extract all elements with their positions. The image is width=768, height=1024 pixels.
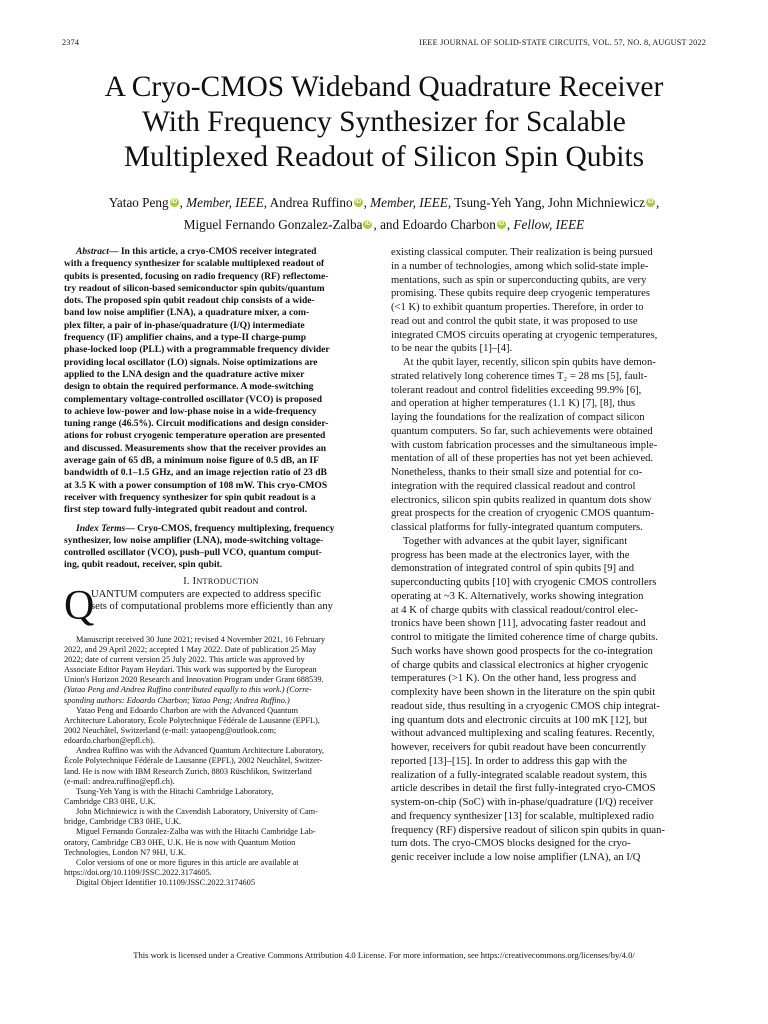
body-line: and frequency synthesizer [13] for scalable, multiplexed radio [391,810,654,822]
body-line: and operation at higher temperatures (1.1 K) [7], [8], thus [391,398,636,410]
body-line: readout side, thus resulting in a cryogenic CMOS chip integrat- [391,700,660,712]
body-line: mentations, such as spin or superconducting qubits, are very [391,274,647,286]
paper-title [50,70,718,175]
intro-paragraph [64,582,378,629]
body-line: temperatures (>1 K). On the other hand, less progress and [391,673,637,685]
body-line: operating at ~3 K. Alternatively, works showing integration [391,590,644,602]
footnote-line: 2022; date of current version 25 July 2022. This article was approved by [64,655,305,664]
title-line: With Frequency Synthesizer for Scalable [142,106,626,138]
index-terms [64,523,378,572]
author-name: John Michniewicz [547,195,645,210]
author-membership: Member, IEEE [186,195,264,210]
abstract-line: with a frequency synthesizer for scalable multiplexed readout of [64,258,325,270]
body-line: Such works have shown good prospects for the co-integration [391,645,653,657]
abstract-line: providing local oscillator (LO) signals. Noise optimizations are [64,356,318,368]
page-number: 2374 [62,38,80,47]
footnote-line: Miguel Fernando Gonzalez-Zalba was with the Hitachi Cambridge Lab- [76,827,316,837]
abstract-line: phase-locked loop (PLL) with a programmable frequency divider [64,344,330,356]
body-line: control to mitigate the limited coherence time of charge qubits. [391,632,658,643]
footnote-line: Cambridge CB3 0HE, U.K. [64,796,156,806]
index-terms-label: Index Terms [76,522,126,534]
body-line: quantum computers. So far, such achievements were obtained [391,425,653,437]
abstract-label: Abstract [76,246,109,257]
abstract-line: bandwidth of 0.1–1.5 GHz, and an image rejection ratio of 23 dB [64,467,327,479]
body-line: tronics have been shown [11], advocating faster readout and [391,618,646,630]
footnote-line: Tsung-Yeh Yang is with the Hitachi Cambridge Laboratory, [76,786,274,796]
body-line: mentation of all of these properties has not yet been achieved. [391,453,654,465]
orcid-icon[interactable]: iD [498,221,505,227]
orcid-icon[interactable]: iD [647,199,654,205]
footnote-line: Associate Editor Payam Heydari. This work was supported by the European [64,665,317,675]
running-header [62,38,706,50]
body-line: laying the foundations for the realization of compact silicon [391,412,645,423]
abstract-line: dots. The proposed spin qubit readout chip consists of a wide- [64,295,315,307]
author-list [50,192,718,236]
footnote-line: land. He is now with IBM Research Zurich, 8803 Rüschlikon, Switzerland [64,766,312,776]
footnote-line: Architecture Laboratory, École Polytechnique Fédérale de Lausanne (EPFL), [64,715,320,725]
body-line: (<1 K) to exhibit quantum properties. Therefore, in order to [391,302,644,313]
footnote-line: Yatao Peng and Edoardo Charbon are with the Advanced Quantum [76,705,298,715]
abstract-line: applied to the LNA design and the quadrature active mixer [64,368,305,380]
body-line: tum dots. The cryo-CMOS blocks designed for the cryo- [391,838,631,850]
journal-name: IEEE JOURNAL OF SOLID-STATE CIRCUITS, VOL. 57, NO. 8, AUGUST 2022 [419,38,706,47]
author-line-2: Miguel Fernando Gonzalez-Zalba iD , and Edoardo Charbon iD , Fellow, IEEE [183,217,585,232]
body-line: complexity have been shown in the literature on the spin qubit [391,687,656,698]
body-line: superconducting qubits [10] with cryogenic CMOS controllers [391,577,657,588]
abstract-line: frequency (IF) amplifier chains, and a type-II charge-pump [64,332,307,344]
body-line: existing classical computer. Their realization is being pursued [391,247,653,258]
body-line: however, receivers for qubit readout have been concurrently [391,742,646,753]
author-name: Tsung-Yeh Yang [454,195,542,210]
license-footer: This work is licensed under a Creative Commons Attribution 4.0 License. For more information, see https://creativecommons.org/licenses/by/4.0/ [133,950,635,960]
abstract-line: band low noise amplifier (LNA), a quadrature mixer, a com- [64,307,310,319]
body-line: At the qubit layer, recently, silicon spin qubits have demon- [403,357,656,368]
body-line: system-on-chip (SoC) with in-phase/quadrature (I/Q) receiver [391,797,654,808]
abstract-line: qubits is presented, focusing on radio frequency (RF) reflectome- [64,270,329,282]
author-name: Edoardo Charbon [402,217,496,232]
footnote-line: (e-mail: andrea.ruffino@epfl.ch). [64,776,175,786]
right-column [391,246,705,865]
abstract-line: complementary voltage-controlled oscillator (VCO) is proposed [64,393,322,405]
body-line: classical platforms for fully-integrated quantum computers. [391,522,643,533]
footnote-line: oratory, Cambridge CB3 0HE, U.K. He is now with Quantum Motion [64,837,296,847]
body-line: read out and control the qubit state, it was proposed to use [391,315,638,327]
body-line: progress has been made at the electronics layer, with the [391,549,630,561]
body-line: promising. These qubits require deep cryogenic temperatures [391,288,650,300]
index-terms-line: ing, qubit readout, receiver, spin qubit. [64,559,223,571]
body-line: article describes in detail the first fully-integrated cryo-CMOS [391,783,656,795]
body-line: integration with the required classical readout and control [391,480,636,492]
body-line: tolerant readout and control fidelities exceeding 99.9% [6], [391,384,642,396]
body-line: Together with advances at the qubit layer, significant [403,535,628,547]
body-line: Nonetheless, thanks to their small size and potential for co- [391,467,643,478]
author-name: Andrea Ruffino [269,195,353,210]
author-name: Yatao Peng [108,195,169,210]
body-line: realization of a fully-integrated scalable readout system, this [391,769,647,781]
left-column [64,246,378,888]
footnote-line: 2002 Neuchâtel, Switzerland (e-mail: yataopeng@outlook.com; [64,725,277,735]
body-line: reported [13]–[15]. In order to address this gap with the [391,755,627,767]
body-line: without advanced multiplexing and scaling features. Recently, [391,728,655,740]
abstract-line: at 3.5 K with a power consumption of 108 mW. This cryo-CMOS [64,479,328,491]
intro-line: UANTUM computers are expected to address specific [91,588,322,600]
abstract-line: and discussed. Measurements show that the receiver provides an [64,442,327,454]
body-line: of charge qubits and classical electronics at higher cryogenic [391,659,649,671]
author-membership: Fellow, IEEE [513,217,585,232]
title-line: A Cryo-CMOS Wideband Quadrature Receiver [104,71,664,103]
index-terms-line: synthesizer, low noise amplifier (LNA), mode-switching voltage- [64,534,324,546]
body-line: integrated CMOS circuits operating at cryogenic temperatures, [391,329,658,341]
body-line: great prospects for the creation of cryogenic CMOS quantum- [391,508,654,520]
index-terms-line: Index Terms— Cryo-CMOS, frequency multiplexing, frequency [76,522,335,534]
author-line-1: Yatao Peng iD , Member, IEEE, Andrea Ruffino iD , Member, IEEE, Tsung-Yeh Yang, John Michniewicz iD , [108,195,660,210]
footnote-line: bridge, Cambridge CB3 0HE, U.K. [64,817,182,827]
footnote-line: Color versions of one or more figures in this article are available at [76,857,299,867]
abstract-line: design to obtain the required performance. A mode-switching [64,381,314,393]
footnote-line: Manuscript received 30 June 2021; revised 4 November 2021, 16 February [76,634,326,644]
footnote-line: sponding authors: Edoardo Charbon; Yatao Peng; Andrea Ruffino.) [64,695,290,705]
section-heading: I. INTRODUCTION [183,575,259,587]
body-line: genic receiver include a low noise amplifier (LNA), an I/Q [391,852,641,863]
abstract-line: tuning range (46.5%). Circuit modifications and design consider- [64,418,329,430]
footnote-line: Digital Object Identifier 10.1109/JSSC.2022.3174605 [76,878,255,888]
body-line: to be near the qubits [1]–[4]. [391,343,513,355]
abstract-line: try readout of silicon-based semiconductor spin qubits/quantum [64,282,325,294]
body-line: strated relatively long coherence times T₂ = 28 ms [5], fault- [391,370,648,382]
author-name: Miguel Fernando Gonzalez-Zalba [183,217,363,232]
footnote-line: Andrea Ruffino was with the Advanced Quantum Architecture Laboratory, [76,746,324,756]
abstract-line: plex filter, a pair of in-phase/quadrature (I/Q) intermediate [64,319,305,331]
orcid-icon[interactable]: iD [355,199,362,205]
body-line: in a number of technologies, among which solid-state imple- [391,260,649,272]
abstract-line: receiver with frequency synthesizer for spin qubit readout is a [64,491,316,503]
footnote-line: edoardo.charbon@epfl.ch). [64,736,155,746]
index-terms-line: controlled oscillator (VCO), push–pull VCO, quantum comput- [64,547,322,559]
footnotes [64,635,378,889]
doi-link[interactable]: https://doi.org/10.1109/JSSC.2022.3174605. [64,867,212,877]
abstract-line: ations for robust cryogenic temperature operation are presented [64,430,326,442]
footnote-line: (Yatao Peng and Andrea Ruffino contributed equally to this work.) (Corre- [64,685,312,695]
orcid-icon[interactable]: iD [364,221,371,227]
abstract-line: to achieve low-power and low-phase noise in a wide-frequency [64,405,317,417]
body-line: ing quantum dots and electronic circuits at 100 mK [12], but [391,714,648,726]
author-conjunction: and [380,217,400,232]
orcid-icon[interactable]: iD [171,199,178,205]
body-line: with custom fabrication processes and the simultaneous imple- [391,439,658,451]
abstract [64,246,378,517]
intro-line: sets of computational problems more efficiently than any [91,601,333,613]
footnote-line: 2022, and 29 April 2022; accepted 1 May 2022. Date of publication 25 May [64,644,317,654]
author-membership: Member, IEEE [370,195,448,210]
abstract-line: average gain of 65 dB, a minimum noise figure of 0.5 dB, an IF [64,455,319,467]
footnote-line: Technologies, London N7 9HJ, U.K. [64,847,187,857]
body-line: electronics, silicon spin qubits realized in quantum dots show [391,494,652,506]
body-line: at 4 K of charge qubits with classical readout/control elec- [391,604,639,616]
body-line: frequency (RF) dispersive readout of silicon spin qubits in quan- [391,824,665,836]
footnote-line: John Michniewicz is with the Cavendish Laboratory, University of Cam- [76,807,318,817]
title-line: Multiplexed Readout of Silicon Spin Qubits [123,141,645,173]
footnote-line: Union's Horizon 2020 Research and Innovation Program under Grant 688539. [64,675,324,685]
footnote-line: École Polytechnique Fédérale de Lausanne (EPFL), 2002 Neuchâtel, Switzer- [64,756,323,766]
drop-cap: Q [64,582,95,629]
body-line: demonstration of integrated control of spin qubits [9] and [391,563,635,575]
abstract-line: Abstract— In this article, a cryo-CMOS receiver integrated [76,246,317,257]
abstract-line: first step toward fully-integrated qubit readout and control. [64,504,308,516]
